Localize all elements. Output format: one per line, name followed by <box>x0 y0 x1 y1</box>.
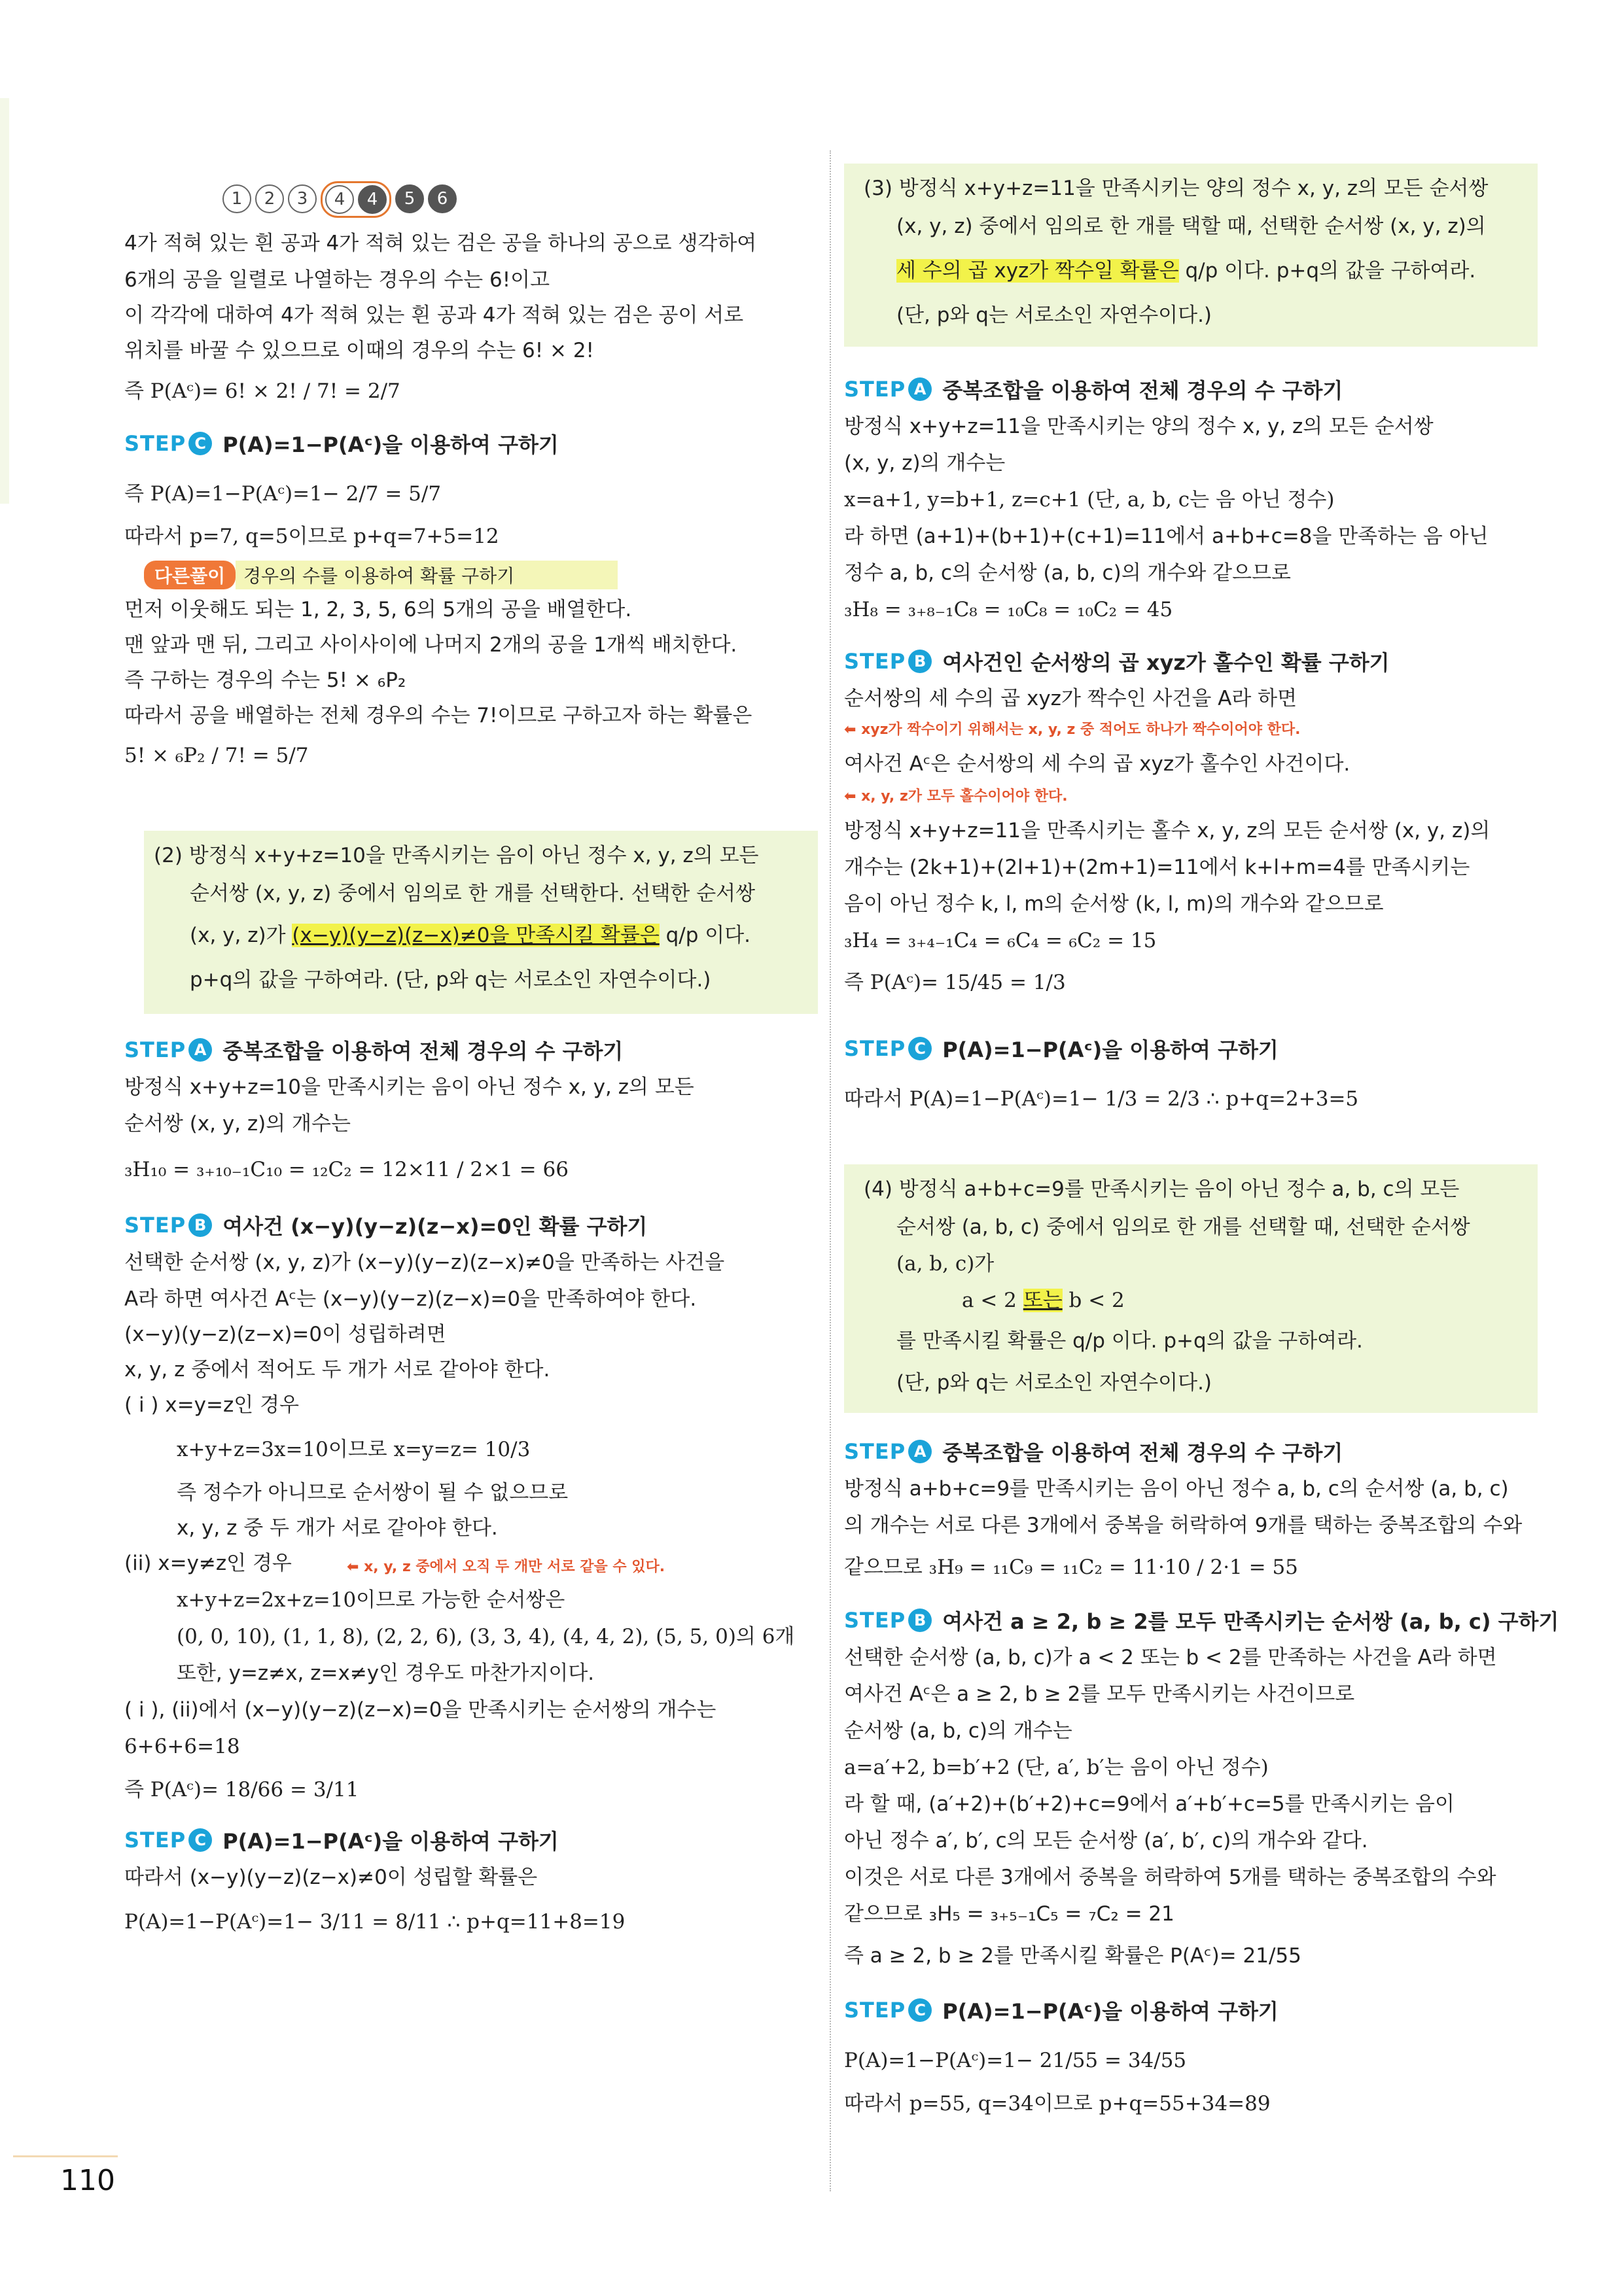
step-letter-badge: C <box>908 1998 932 2022</box>
formula-line: 즉 P(Aᶜ)= 6! × 2! / 7! = 2/7 <box>124 379 400 403</box>
text-line: 맨 앞과 맨 뒤, 그리고 사이사이에 나머지 2개의 공을 1개씩 배치한다. <box>124 633 737 657</box>
problem-text: (x, y, z)가 (x−y)(y−z)(z−x)≠0을 만족시킬 확률은 q/p 이다. <box>190 924 751 947</box>
text-line: 즉 정수가 아니므로 순서쌍이 될 수 없으므로 <box>177 1481 569 1505</box>
formula-line: P(A)=1−P(Aᶜ)=1− 3/11 = 8/11 ∴ p+q=11+8=19 <box>124 1910 626 1934</box>
step-title: 중복조합을 이용하여 전체 경우의 수 구하기 <box>942 1440 1343 1465</box>
text-line: 4가 적혀 있는 흰 공과 4가 적혀 있는 검은 공을 하나의 공으로 생각하여 <box>124 232 757 255</box>
step-title: P(A)=1−P(Aᶜ)을 이용하여 구하기 <box>222 1829 559 1854</box>
text-line: 라 할 때, (a′+2)+(b′+2)+c=9에서 a′+b′+c=5를 만족시키는 음이 <box>844 1792 1455 1816</box>
step-letter-badge: C <box>188 1828 212 1852</box>
step-title: 여사건인 순서쌍의 곱 xyz가 홀수인 확률 구하기 <box>942 650 1390 675</box>
formula-line: x+y+z=3x=10이므로 x=y=z= 10/3 <box>177 1438 531 1461</box>
problem-text: (단, p와 q는 서로소인 자연수이다.) <box>896 1371 1212 1395</box>
step-title: P(A)=1−P(Aᶜ)을 이용하여 구하기 <box>222 432 559 457</box>
step-a-heading <box>844 1436 1343 1467</box>
text-line: 음이 아닌 정수 k, l, m의 순서쌍 (k, l, m)의 개수와 같으므로 <box>844 892 1384 916</box>
current-level-marker <box>321 181 391 218</box>
text-line: 의 개수는 서로 다른 3개에서 중복을 허락하여 9개를 택하는 중복조합의 수와 <box>844 1514 1523 1537</box>
page-edge-tint <box>0 98 9 504</box>
side-note: ⬅ x, y, z가 모두 홀수이어야 한다. <box>844 788 1068 805</box>
text-line: 따라서 p=55, q=34이므로 p+q=55+34=89 <box>844 2092 1271 2115</box>
formula-line: ₃H₈ = ₃₊₈₋₁C₈ = ₁₀C₈ = ₁₀C₂ = 45 <box>844 598 1173 621</box>
step-b-heading <box>844 646 1390 676</box>
problem-text: (2) 방정식 x+y+z=10을 만족시키는 음이 아닌 정수 x, y, z의 모든 <box>154 844 759 867</box>
text-line: x+y+z=2x+z=10이므로 가능한 순서쌍은 <box>177 1588 565 1612</box>
step-word: STEP <box>844 1998 906 2023</box>
problem-text: (단, p와 q는 서로소인 자연수이다.) <box>896 304 1212 327</box>
text-line: 따라서 p=7, q=5이므로 p+q=7+5=12 <box>124 525 499 548</box>
problem-text: p+q의 값을 구하여라. (단, p와 q는 서로소인 자연수이다.) <box>190 968 711 992</box>
side-note: ⬅ xyz가 짝수이기 위해서는 x, y, z 중 적어도 하나가 짝수이어야 한다. <box>844 722 1301 738</box>
level-circle: 2 <box>255 184 284 213</box>
step-word: STEP <box>124 1037 186 1062</box>
text-line: 여사건 Aᶜ은 a ≥ 2, b ≥ 2를 모두 만족시키는 사건이므로 <box>844 1682 1355 1706</box>
text-line: 따라서 (x−y)(y−z)(z−x)≠0이 성립할 확률은 <box>124 1866 538 1889</box>
problem-text: 순서쌍 (x, y, z) 중에서 임의로 한 개를 선택한다. 선택한 순서쌍 <box>190 882 756 905</box>
text-line: 방정식 x+y+z=10을 만족시키는 음이 아닌 정수 x, y, z의 모든 <box>124 1075 694 1099</box>
text-line: 여사건 Aᶜ은 순서쌍의 세 수의 곱 xyz가 홀수인 사건이다. <box>844 752 1350 776</box>
step-letter-badge: A <box>908 1440 932 1463</box>
text-line: 먼저 이웃해도 되는 1, 2, 3, 5, 6의 5개의 공을 배열한다. <box>124 598 632 621</box>
problem-text: (4) 방정식 a+b+c=9를 만족시키는 음이 아닌 정수 a, b, c의 모든 <box>864 1177 1460 1201</box>
step-letter-badge: B <box>908 650 932 673</box>
formula-line: 즉 P(Aᶜ)= 18/66 = 3/11 <box>124 1778 359 1801</box>
text-line: (x−y)(y−z)(z−x)=0이 성립하려면 <box>124 1323 446 1346</box>
step-c-heading <box>124 428 559 459</box>
step-b-heading <box>124 1210 647 1240</box>
text-line: ( i ), (ii)에서 (x−y)(y−z)(z−x)=0을 만족시키는 순서쌍의 개수는 <box>124 1698 716 1722</box>
text-line: 순서쌍 (a, b, c)의 개수는 <box>844 1719 1072 1743</box>
text-line: x=a+1, y=b+1, z=c+1 (단, a, b, c는 음 아닌 정수) <box>844 488 1335 512</box>
highlighted-condition: (x−y)(y−z)(z−x)≠0을 만족시킬 확률은 <box>292 924 660 947</box>
highlighted-condition: 세 수의 곱 xyz가 짝수일 확률은 <box>896 259 1179 283</box>
side-note: ⬅ x, y, z 중에서 오직 두 개만 서로 같을 수 있다. <box>347 1559 665 1575</box>
case-heading: (ii) x=y≠z인 경우 <box>124 1552 292 1575</box>
text-line: (x, y, z)의 개수는 <box>844 451 1006 475</box>
step-letter-badge: B <box>188 1213 212 1237</box>
step-word: STEP <box>844 1036 906 1061</box>
formula-line: 즉 P(Aᶜ)= 15/45 = 1/3 <box>844 971 1066 994</box>
problem-condition: a < 2 또는 b < 2 <box>962 1289 1125 1312</box>
step-title: P(A)=1−P(Aᶜ)을 이용하여 구하기 <box>942 1037 1279 1062</box>
step-word: STEP <box>844 1439 906 1464</box>
formula-line: 즉 a ≥ 2, b ≥ 2를 만족시킬 확률은 P(Aᶜ)= 21/55 <box>844 1944 1301 1968</box>
step-word: STEP <box>844 1608 906 1633</box>
page-number: 110 <box>60 2164 115 2197</box>
step-letter-badge: C <box>188 432 212 455</box>
text-line: 개수는 (2k+1)+(2l+1)+(2m+1)=11에서 k+l+m=4를 만족시키는 <box>844 856 1470 879</box>
step-letter-badge: B <box>908 1609 932 1632</box>
text-line: 순서쌍의 세 수의 곱 xyz가 짝수인 사건을 A라 하면 <box>844 687 1297 710</box>
step-b-heading <box>844 1605 1559 1635</box>
problem-text: 세 수의 곱 xyz가 짝수일 확률은 q/p 이다. p+q의 값을 구하여라. <box>896 259 1476 283</box>
text-line: 같으므로 ₃H₅ = ₃₊₅₋₁C₅ = ₇C₂ = 21 <box>844 1902 1174 1926</box>
formula-line: 따라서 P(A)=1−P(Aᶜ)=1− 1/3 = 2/3 ∴ p+q=2+3=5 <box>844 1087 1359 1111</box>
step-letter-badge: C <box>908 1037 932 1060</box>
step-title: 여사건 a ≥ 2, b ≥ 2를 모두 만족시키는 순서쌍 (a, b, c) 구하기 <box>942 1609 1559 1634</box>
formula-line: ₃H₄ = ₃₊₄₋₁C₄ = ₆C₄ = ₆C₂ = 15 <box>844 929 1157 952</box>
text-line: 따라서 공을 배열하는 전체 경우의 수는 7!이므로 구하고자 하는 확률은 <box>124 704 752 727</box>
step-title: 중복조합을 이용하여 전체 경우의 수 구하기 <box>942 378 1343 403</box>
text-line: x, y, z 중에서 적어도 두 개가 서로 같아야 한다. <box>124 1358 550 1382</box>
formula-line: 즉 P(A)=1−P(Aᶜ)=1− 2/7 = 5/7 <box>124 482 442 506</box>
step-word: STEP <box>844 649 906 674</box>
step-word: STEP <box>124 1213 186 1238</box>
problem-text: 순서쌍 (a, b, c) 중에서 임의로 한 개를 선택할 때, 선택한 순서쌍 <box>896 1215 1470 1239</box>
column-divider <box>830 150 831 2191</box>
step-title: 중복조합을 이용하여 전체 경우의 수 구하기 <box>222 1039 624 1064</box>
text-line: 위치를 바꿀 수 있으므로 이때의 경우의 수는 6! × 2! <box>124 339 594 362</box>
problem-text: (3) 방정식 x+y+z=11을 만족시키는 양의 정수 x, y, z의 모든 순서쌍 <box>864 177 1489 200</box>
formula-line: P(A)=1−P(Aᶜ)=1− 21/55 = 34/55 <box>844 2049 1187 2072</box>
problem-text: (a, b, c)가 <box>896 1252 995 1276</box>
text-line: 정수 a, b, c의 순서쌍 (a, b, c)의 개수와 같으므로 <box>844 561 1291 585</box>
step-c-heading <box>844 1034 1279 1064</box>
text-line: 선택한 순서쌍 (a, b, c)가 a < 2 또는 b < 2를 만족하는 사건을 A라 하면 <box>844 1646 1497 1669</box>
text-line: 방정식 x+y+z=11을 만족시키는 홀수 x, y, z의 모든 순서쌍 (x, y, z)의 <box>844 819 1491 843</box>
level-circle: 3 <box>288 184 317 213</box>
step-word: STEP <box>124 1828 186 1852</box>
level-circle: 4 <box>358 185 387 214</box>
step-a-heading <box>124 1035 623 1065</box>
text-line: a=a′+2, b=b′+2 (단, a′, b′는 음이 아닌 정수) <box>844 1756 1269 1779</box>
text-line: (0, 0, 10), (1, 1, 8), (2, 2, 6), (3, 3, 4), (4, 4, 2), (5, 5, 0)의 6개 <box>177 1625 795 1648</box>
alt-solution-title: 경우의 수를 이용하여 확률 구하기 <box>236 561 618 589</box>
text-line: 이것은 서로 다른 3개에서 중복을 허락하여 5개를 택하는 중복조합의 수와 <box>844 1866 1496 1889</box>
formula-line: ₃H₁₀ = ₃₊₁₀₋₁C₁₀ = ₁₂C₂ = 12×11 / 2×1 = 66 <box>124 1158 569 1181</box>
text-line: 방정식 a+b+c=9를 만족시키는 음이 아닌 정수 a, b, c의 순서쌍 (a, b, c) <box>844 1477 1509 1501</box>
text-line: A라 하면 여사건 Aᶜ는 (x−y)(y−z)(z−x)=0을 만족하여야 한다. <box>124 1287 697 1311</box>
text-line: 6+6+6=18 <box>124 1735 240 1758</box>
problem-text: 를 만족시킬 확률은 q/p 이다. p+q의 값을 구하여라. <box>896 1329 1363 1353</box>
level-circle: 6 <box>428 184 457 213</box>
alt-solution-badge: 다른풀이 <box>144 561 236 589</box>
text-line: 이 각각에 대하여 4가 적혀 있는 흰 공과 4가 적혀 있는 검은 공이 서로 <box>124 304 744 327</box>
text-line: 아닌 정수 a′, b′, c의 모든 순서쌍 (a′, b′, c)의 개수와 같다. <box>844 1829 1368 1852</box>
step-word: STEP <box>844 377 906 402</box>
page-number-rule <box>13 2155 118 2157</box>
formula-line: 5! × ₆P₂ / 7! = 5/7 <box>124 744 309 767</box>
case-heading: ( i ) x=y=z인 경우 <box>124 1393 299 1417</box>
text-line: 또한, y=z≠x, z=x≠y인 경우도 마찬가지이다. <box>177 1661 595 1685</box>
level-circle: 5 <box>395 184 424 213</box>
highlighted-word: 또는 <box>1023 1289 1063 1312</box>
problem-text: (x, y, z) 중에서 임의로 한 개를 택할 때, 선택한 순서쌍 (x, y, z)의 <box>896 215 1486 238</box>
text-line: 순서쌍 (x, y, z)의 개수는 <box>124 1112 351 1136</box>
text-line: 라 하면 (a+1)+(b+1)+(c+1)=11에서 a+b+c=8을 만족하는 음 아닌 <box>844 525 1489 548</box>
text-line: 6개의 공을 일렬로 나열하는 경우의 수는 6!이고 <box>124 268 550 292</box>
text-line: 선택한 순서쌍 (x, y, z)가 (x−y)(y−z)(z−x)≠0을 만족하는 사건을 <box>124 1251 725 1274</box>
level-circle: 1 <box>222 184 251 213</box>
level-circle: 4 <box>325 185 354 214</box>
text-line: 방정식 x+y+z=11을 만족시키는 양의 정수 x, y, z의 모든 순서쌍 <box>844 415 1434 438</box>
formula-line: 같으므로 ₃H₉ = ₁₁C₉ = ₁₁C₂ = 11·10 / 2·1 = 55 <box>844 1556 1298 1579</box>
step-letter-badge: A <box>188 1038 212 1062</box>
text-line: x, y, z 중 두 개가 서로 같아야 한다. <box>177 1516 498 1540</box>
step-letter-badge: A <box>908 377 932 401</box>
level-indicator <box>222 184 457 218</box>
step-c-heading <box>124 1825 559 1855</box>
step-a-heading <box>844 374 1343 404</box>
step-title: P(A)=1−P(Aᶜ)을 이용하여 구하기 <box>942 1999 1279 2024</box>
step-c-heading <box>844 1995 1279 2025</box>
step-title: 여사건 (x−y)(y−z)(z−x)=0인 확률 구하기 <box>222 1214 648 1239</box>
step-word: STEP <box>124 431 186 456</box>
text-line: 즉 구하는 경우의 수는 5! × ₆P₂ <box>124 669 406 692</box>
